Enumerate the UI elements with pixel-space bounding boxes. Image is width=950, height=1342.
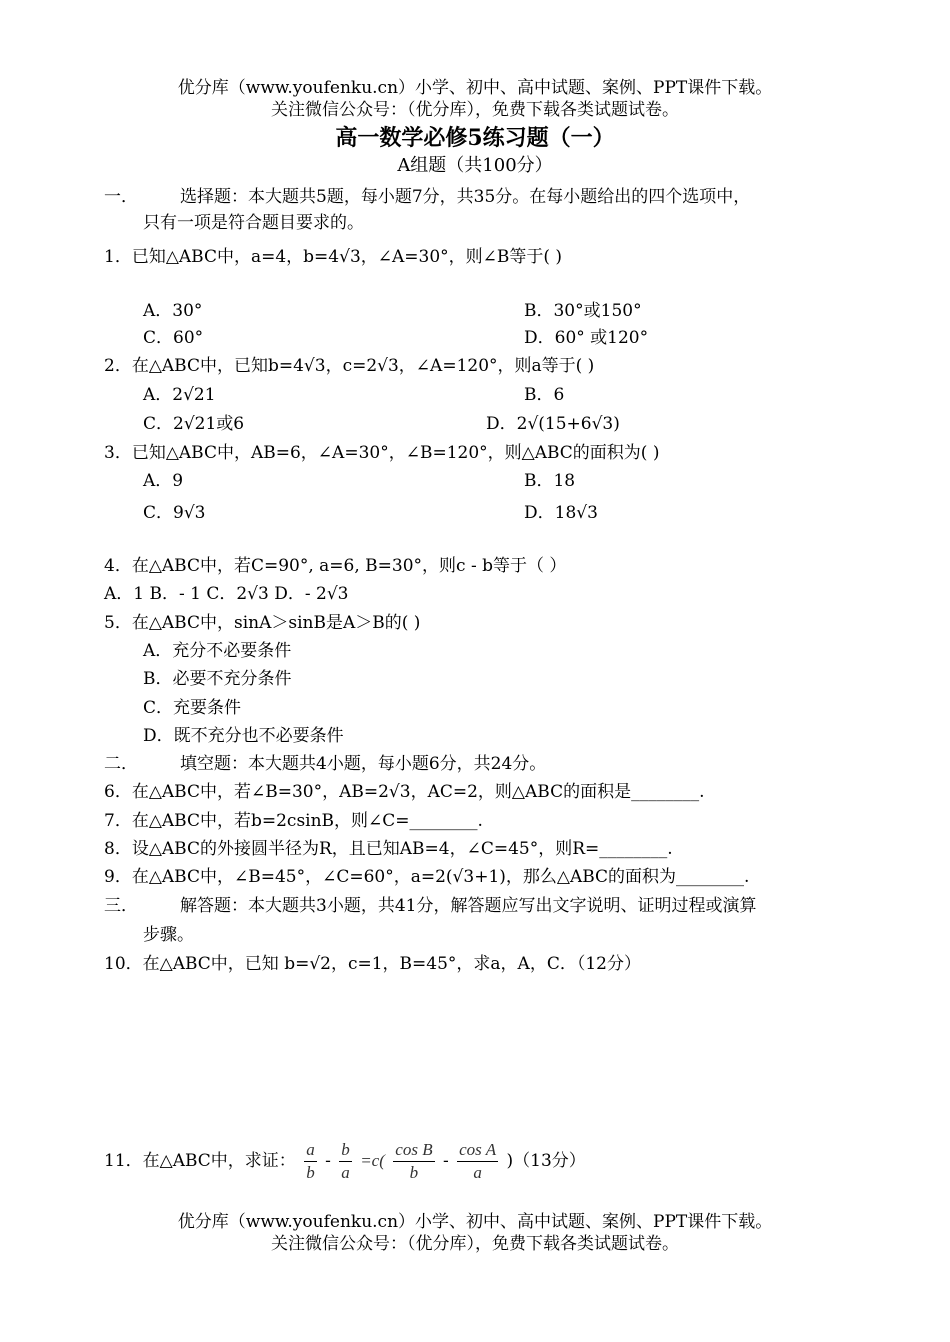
fraction-cosb-over-b <box>393 1139 434 1184</box>
header-line-1: 优分库（www.youfenku.cn）小学、初中、高中试题、案例、PPT课件下载。 <box>177 78 773 98</box>
fraction-b-over-a-denominator: a <box>341 1163 350 1182</box>
fraction-cosb-over-b-denominator: b <box>409 1163 419 1182</box>
question-2-option-a: A．2√21 <box>143 385 216 405</box>
question-1-option-b: B．30°或150° <box>524 301 642 321</box>
question-1-option-a: A．30° <box>143 301 203 321</box>
section-2-label: 二． <box>104 754 138 774</box>
section-2-text: 填空题：本大题共4小题，每小题6分，共24分。 <box>180 754 547 774</box>
question-3-option-a: A．9 <box>143 471 184 491</box>
section-3-text: 解答题：本大题共3小题，共41分，解答题应写出文字说明、证明过程或演算 <box>180 896 757 916</box>
section-1-text: 选择题：本大题共5题，每小题7分，共35分。在每小题给出的四个选项中， <box>180 187 751 207</box>
fraction-a-over-b <box>304 1139 317 1184</box>
question-5-option-b: B．必要不充分条件 <box>143 669 292 689</box>
question-8: 8．设△ABC的外接圆半径为R，且已知AB=4，∠C=45°，则R=________. <box>104 839 673 859</box>
question-1-option-d: D．60° 或120° <box>524 328 649 348</box>
section-3-text-cont: 步骤。 <box>143 925 194 945</box>
question-5-option-a: A．充分不必要条件 <box>143 641 292 661</box>
question-3-option-c: C．9√3 <box>143 503 206 523</box>
question-5-option-d: D．既不充分也不必要条件 <box>143 726 344 746</box>
question-11 <box>104 1138 586 1184</box>
section-1-text-cont: 只有一项是符合题目要求的。 <box>143 213 364 233</box>
question-6: 6．在△ABC中，若∠B=30°，AB=2√3，AC=2，则△ABC的面积是________. <box>104 782 705 802</box>
question-10: 10．在△ABC中，已知 b=√2，c=1，B=45°，求a，A，C．（12分） <box>104 954 641 974</box>
equals-c-paren: =c( <box>360 1151 385 1170</box>
page-subtitle: A组题（共100分） <box>397 155 553 176</box>
fraction-a-over-b-denominator: b <box>306 1163 315 1182</box>
header-line-2: 关注微信公众号：（优分库），免费下载各类试题试卷。 <box>271 100 679 120</box>
footer-line-2: 关注微信公众号：（优分库），免费下载各类试题试卷。 <box>271 1234 679 1254</box>
fraction-cosb-over-b-numerator: cos B <box>393 1139 434 1162</box>
question-1-stem: 1．已知△ABC中，a=4，b=4√3，∠A=30°，则∠B等于( ) <box>104 247 563 267</box>
section-3-label: 三． <box>104 896 138 916</box>
question-9: 9．在△ABC中，∠B=45°，∠C=60°，a=2(√3+1)，那么△ABC的面积为________. <box>104 867 750 887</box>
question-7: 7．在△ABC中，若b=2csinB，则∠C=________. <box>104 811 483 831</box>
fraction-b-over-a-numerator: b <box>339 1139 352 1162</box>
fraction-cosa-over-a <box>457 1139 498 1184</box>
minus-sign-1: - <box>325 1151 331 1171</box>
question-4-stem: 4．在△ABC中，若C=90°, a=6, B=30°，则c - b等于（ ） <box>104 556 567 576</box>
fraction-cosa-over-a-numerator: cos A <box>457 1139 498 1162</box>
question-5-option-c: C．充要条件 <box>143 698 242 718</box>
question-3-option-b: B．18 <box>524 471 576 491</box>
fraction-a-over-b-numerator: a <box>304 1139 317 1162</box>
question-3-stem: 3．已知△ABC中，AB=6，∠A=30°，∠B=120°，则△ABC的面积为( ) <box>104 443 660 463</box>
question-4-options: A．1 B．- 1 C．2√3 D．- 2√3 <box>104 584 349 604</box>
fraction-cosa-over-a-denominator: a <box>473 1163 482 1182</box>
question-2-option-c: C．2√21或6 <box>143 414 245 434</box>
question-3-option-d: D．18√3 <box>524 503 598 523</box>
page-title: 高一数学必修5练习题（一） <box>335 125 615 151</box>
fraction-b-over-a <box>339 1139 352 1184</box>
footer-line-1: 优分库（www.youfenku.cn）小学、初中、高中试题、案例、PPT课件下载。 <box>177 1212 773 1232</box>
minus-sign-2: - <box>442 1151 449 1171</box>
question-11-prefix: 11．在△ABC中，求证： <box>104 1151 296 1171</box>
question-1-option-c: C．60° <box>143 328 204 348</box>
question-2-option-d: D．2√(15+6√3) <box>486 414 620 434</box>
question-5-stem: 5．在△ABC中，sinA＞sinB是A＞B的( ) <box>104 613 421 633</box>
section-1-label: 一． <box>104 187 138 207</box>
question-2-stem: 2．在△ABC中，已知b=4√3，c=2√3，∠A=120°，则a等于( ) <box>104 356 595 376</box>
question-11-suffix: )（13分） <box>506 1151 586 1171</box>
question-2-option-b: B．6 <box>524 385 565 405</box>
